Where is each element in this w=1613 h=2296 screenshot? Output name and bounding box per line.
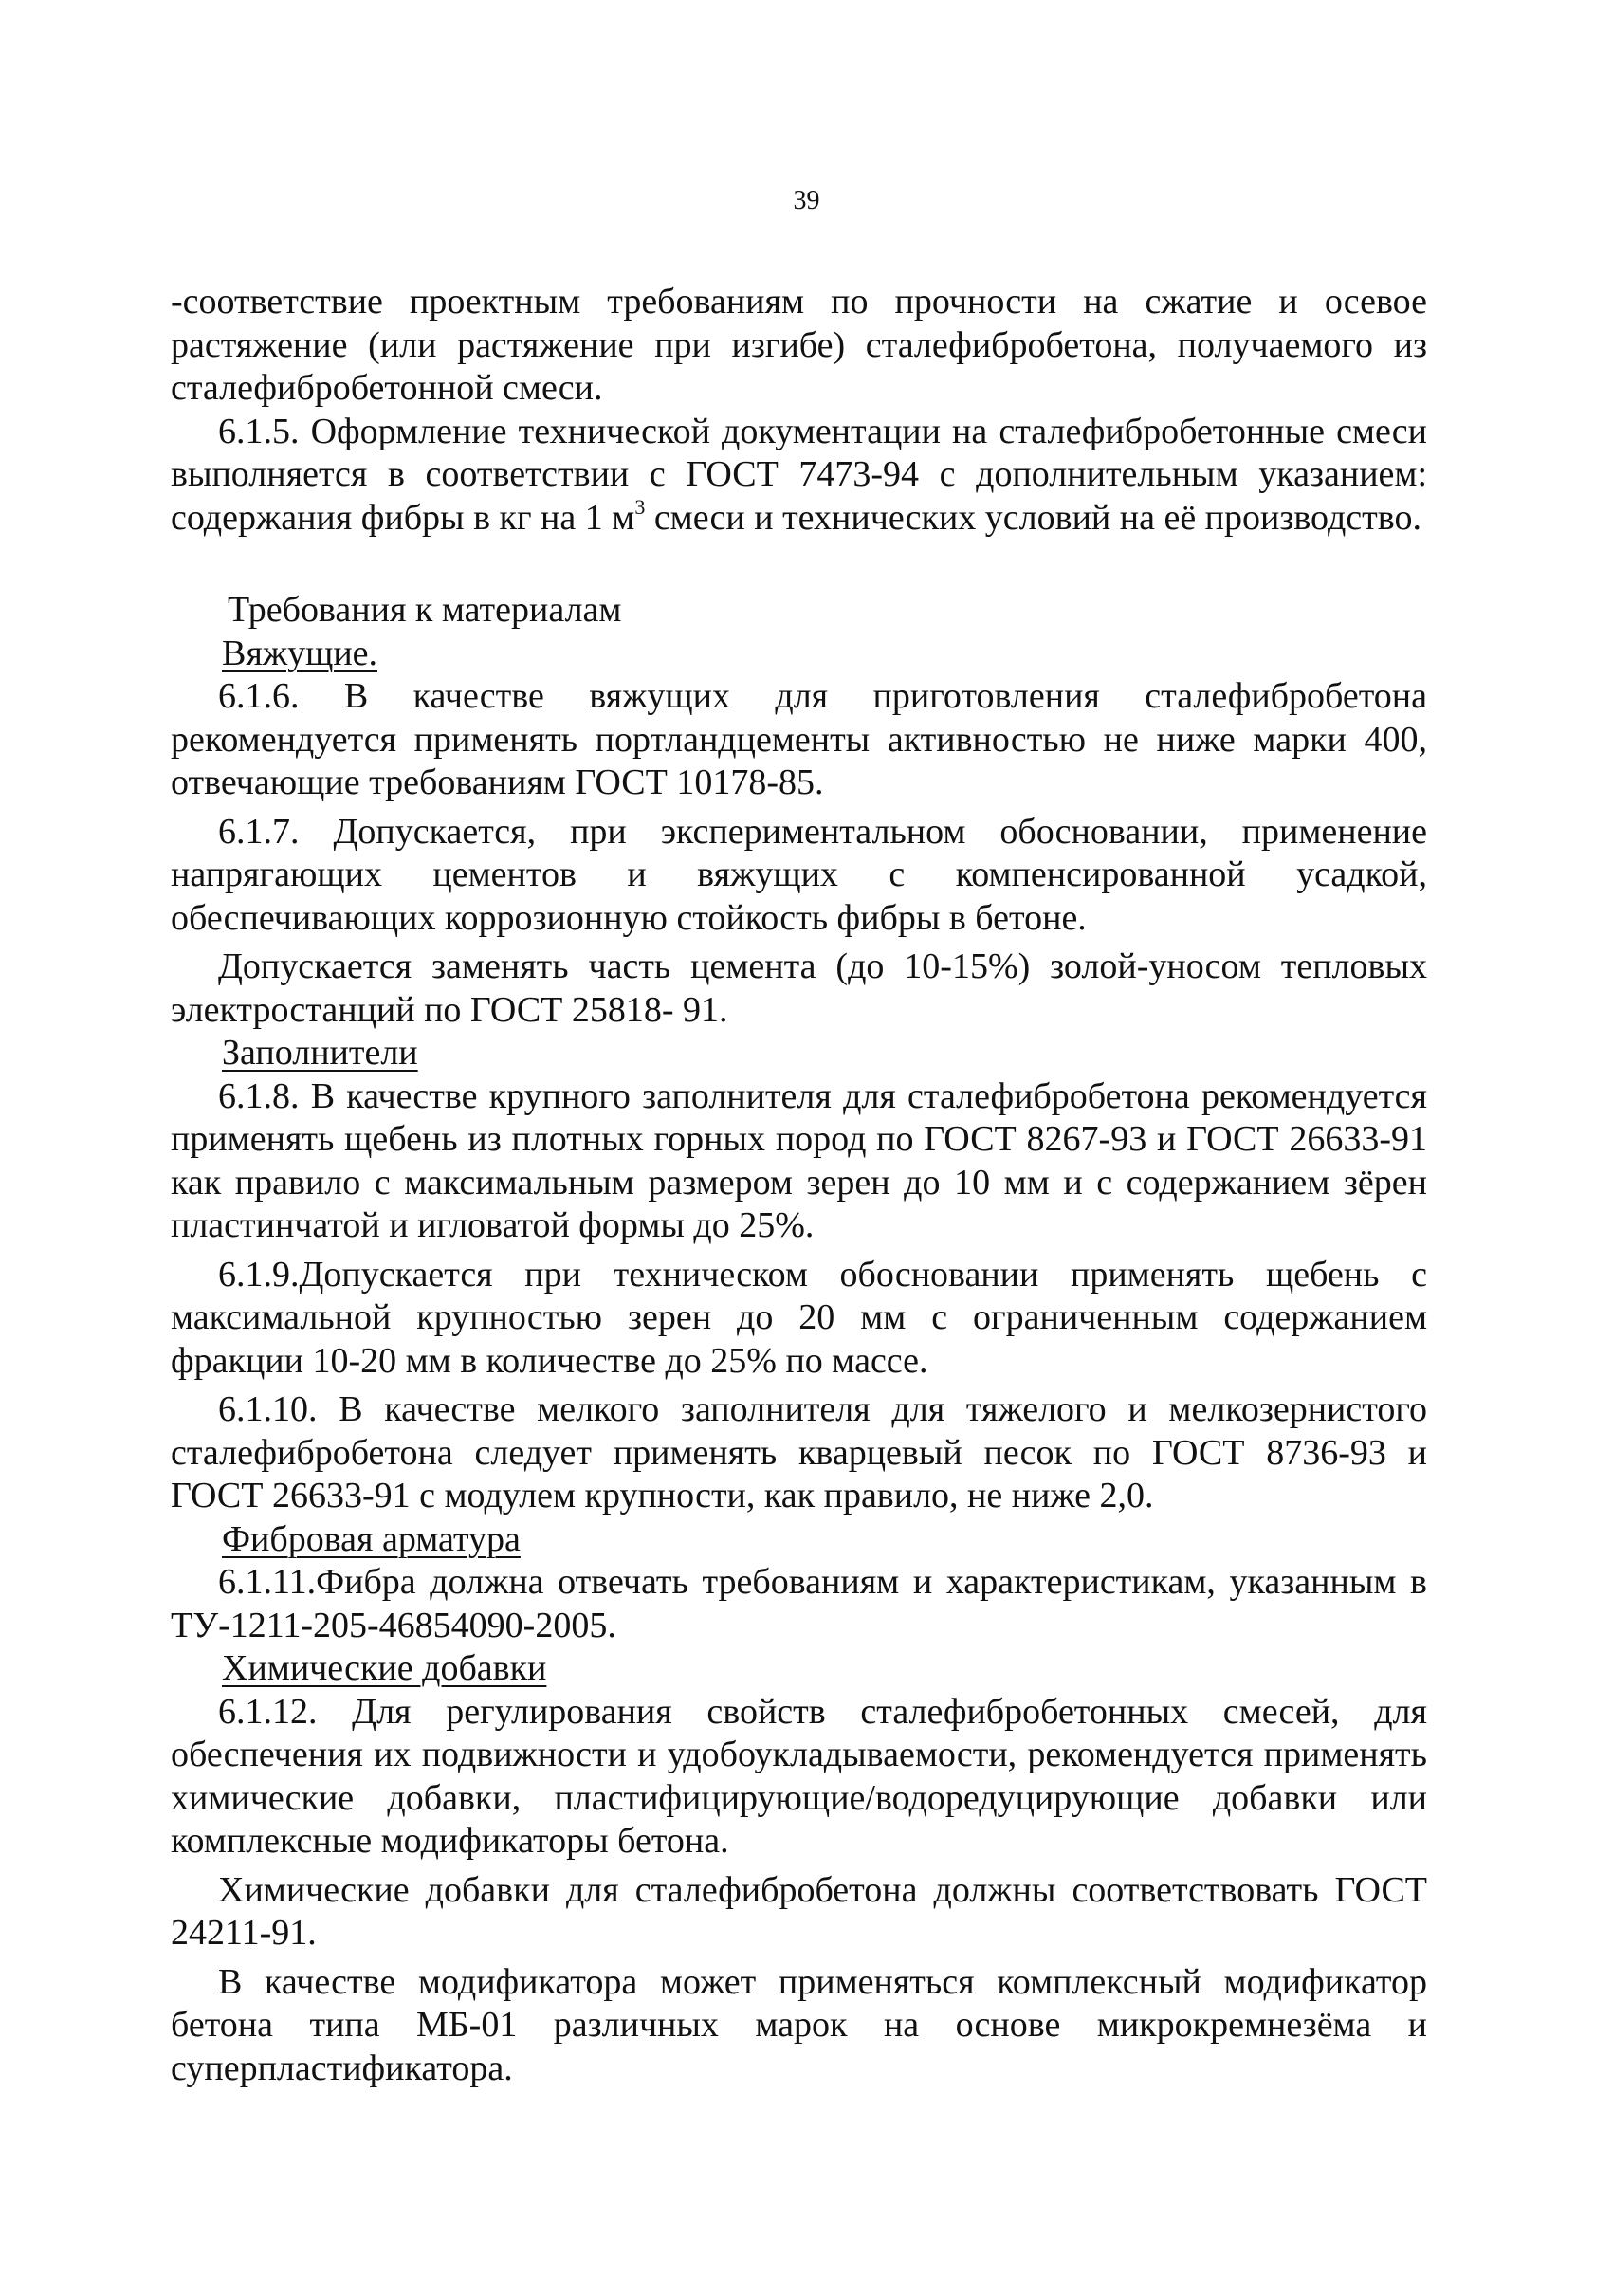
subheading-binders: Вяжущие.	[222, 633, 378, 673]
paragraph-6-1-10: 6.1.10. В качестве мелкого заполнителя для тяжелого и мелкозернистого сталефибробетона следует применять кварцевый песок по ГОСТ 8736-93 и ГОСТ 26633-91 с модулем крупности, как правило, не ниже 2,0.	[171, 1389, 1427, 1515]
document-body	[171, 281, 1427, 2090]
section-heading: Требования к материалам	[228, 590, 622, 630]
paragraph-6-1-5	[171, 411, 1427, 541]
subheading-chemical-additives: Химические добавки	[222, 1648, 547, 1688]
paragraph-6-1-6: 6.1.6. В качестве вяжущих для приготовления сталефибробетона рекомендуется применять портландцементы активностью не ниже марки 400, отвечающие требованиям ГОСТ 10178-85.	[171, 676, 1427, 802]
paragraph-chemical-standard: Химические добавки для сталефибробетона должны соответствовать ГОСТ 24211-91.	[171, 1869, 1427, 1953]
paragraph-6-1-12: 6.1.12. Для регулирования свойств сталефибробетонных смесей, для обеспечения их подвижности и удобоукладываемости, рекомендуется применять химические добавки, пластифицирующие/водоредуцирующие добавки или комплексные модификаторы бетона.	[171, 1691, 1427, 1861]
paragraph-6-1-5-text: 6.1.5. Оформление технической документации на сталефибробетонные смеси выполняется в соответствии с ГОСТ 7473-94 с дополнительным указанием: содержания фибры в кг на 1 м	[171, 411, 1427, 538]
paragraph-modifier: В качестве модификатора может применяться комплексный модификатор бетона типа МБ-01 различных марок на основе микрокремнезёма и суперпластификатора.	[171, 1961, 1427, 2088]
paragraph-6-1-9: 6.1.9.Допускается при техническом обосновании применять щебень с максимальной крупностью зерен до 20 мм с ограниченным содержанием фракции 10-20 мм в количестве до 25% по массе.	[171, 1254, 1427, 1381]
paragraph-6-1-7: 6.1.7. Допускается, при экспериментальном обосновании, применение напрягающих цементов и вяжущих с компенсированной усадкой, обеспечивающих коррозионную стойкость фибры в бетоне.	[171, 811, 1427, 938]
subheading-aggregates: Заполнители	[222, 1033, 418, 1073]
paragraph-6-1-11: 6.1.11.Фибра должна отвечать требованиям и характеристикам, указанным в ТУ-1211-205-46854090-2005.	[171, 1562, 1427, 1645]
paragraph-6-1-5-tail: смеси и технических условий на её производство.	[645, 497, 1421, 538]
paragraph-6-1-8: 6.1.8. В качестве крупного заполнителя для сталефибробетона рекомендуется применять щебень из плотных горных пород по ГОСТ 8267-93 и ГОСТ 26633-91 как правило с максимальным размером зерен до 10 мм и с содержанием зёрен пластинчатой и игловатой формы до 25%.	[171, 1075, 1427, 1245]
paragraph-strength-compliance: -соответствие проектным требованиям по прочности на сжатие и осевое растяжение (или растяжение при изгибе) сталефибробетона, получаемого из сталефибробетонной смеси.	[171, 282, 1427, 408]
page-number: 39	[793, 186, 820, 215]
subheading-fiber-reinforcement: Фибровая арматура	[222, 1518, 521, 1559]
paragraph-fly-ash: Допускается заменять часть цемента (до 10-15%) золой-уносом тепловых электростанций по ГОСТ 25818- 91.	[171, 946, 1427, 1030]
cubic-superscript: 3	[634, 494, 646, 519]
